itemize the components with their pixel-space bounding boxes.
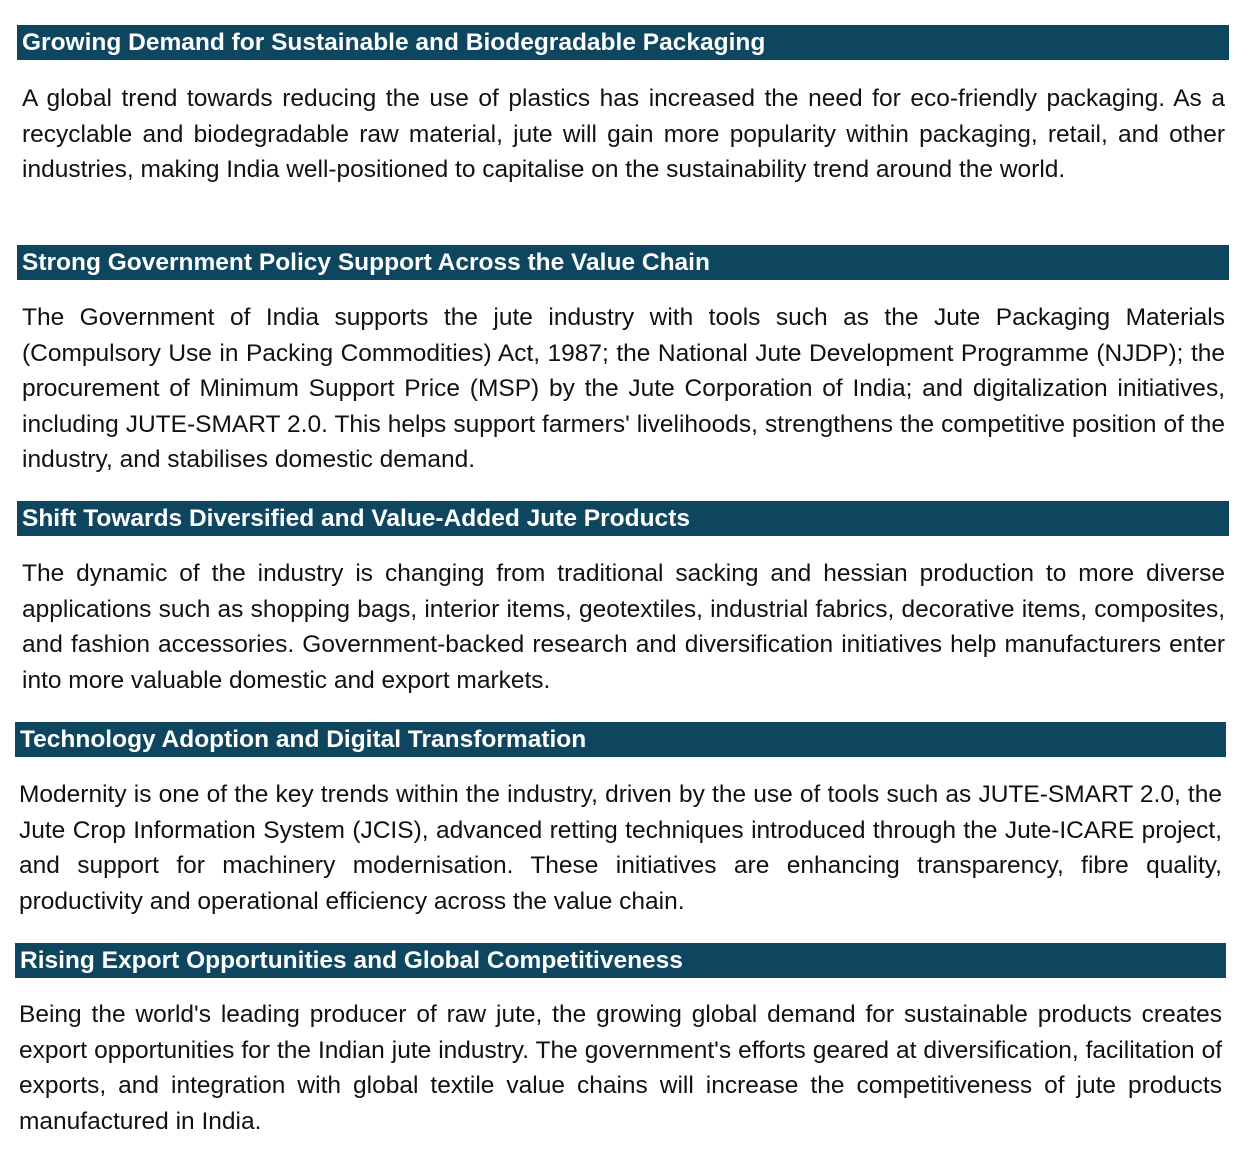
- section-heading-government-policy: Strong Government Policy Support Across the Value Chain: [17, 245, 1229, 280]
- section-heading-diversified-products: Shift Towards Diversified and Value-Added Jute Products: [17, 501, 1229, 536]
- section-body-sustainable-packaging: A global trend towards reducing the use of plastics has increased the need for eco-friendly packaging. As a recyclable and biodegradable raw material, jute will gain more popularity within packaging, retail, and other industries, making India well-positioned to capitalise on the sustainability trend around the world.: [22, 85, 1225, 183]
- section-heading-technology-adoption: Technology Adoption and Digital Transformation: [15, 722, 1226, 757]
- section-body-technology-adoption: Modernity is one of the key trends within the industry, driven by the use of tools such as JUTE-SMART 2.0, the Jute Crop Information System (JCIS), advanced retting techniques introduced through the Jute-ICARE project, and support for machinery modernisation. These initiatives are enhancing transparency, fibre quality, productivity and operational efficiency across the value chain.: [19, 781, 1222, 915]
- section-heading-sustainable-packaging: Growing Demand for Sustainable and Biodegradable Packaging: [17, 25, 1229, 60]
- section-body-export-opportunities: Being the world's leading producer of raw jute, the growing global demand for sustainable products creates export opportunities for the Indian jute industry. The government's efforts geared at diversification, facilitation of exports, and integration with global textile value chains will increase the competitiveness of jute products manufactured in India.: [19, 1001, 1222, 1135]
- section-body-diversified-products: The dynamic of the industry is changing from traditional sacking and hessian production to more diverse applications such as shopping bags, interior items, geotextiles, industrial fabrics, decorative items, composites, and fashion accessories. Government-backed research and diversification initiatives help manufacturers enter into more valuable domestic and export markets.: [22, 560, 1225, 694]
- section-body-government-policy: The Government of India supports the jute industry with tools such as the Jute Packaging Materials (Compulsory Use in Packing Commodities) Act, 1987; the National Jute Development Programme (NJDP); the procurement of Minimum Support Price (MSP) by the Jute Corporation of India; and digitalization initiatives, including JUTE-SMART 2.0. This helps support farmers' livelihoods, strengthens the competitive position of the industry, and stabilises domestic demand.: [22, 304, 1225, 473]
- section-heading-export-opportunities: Rising Export Opportunities and Global Competitiveness: [15, 943, 1226, 978]
